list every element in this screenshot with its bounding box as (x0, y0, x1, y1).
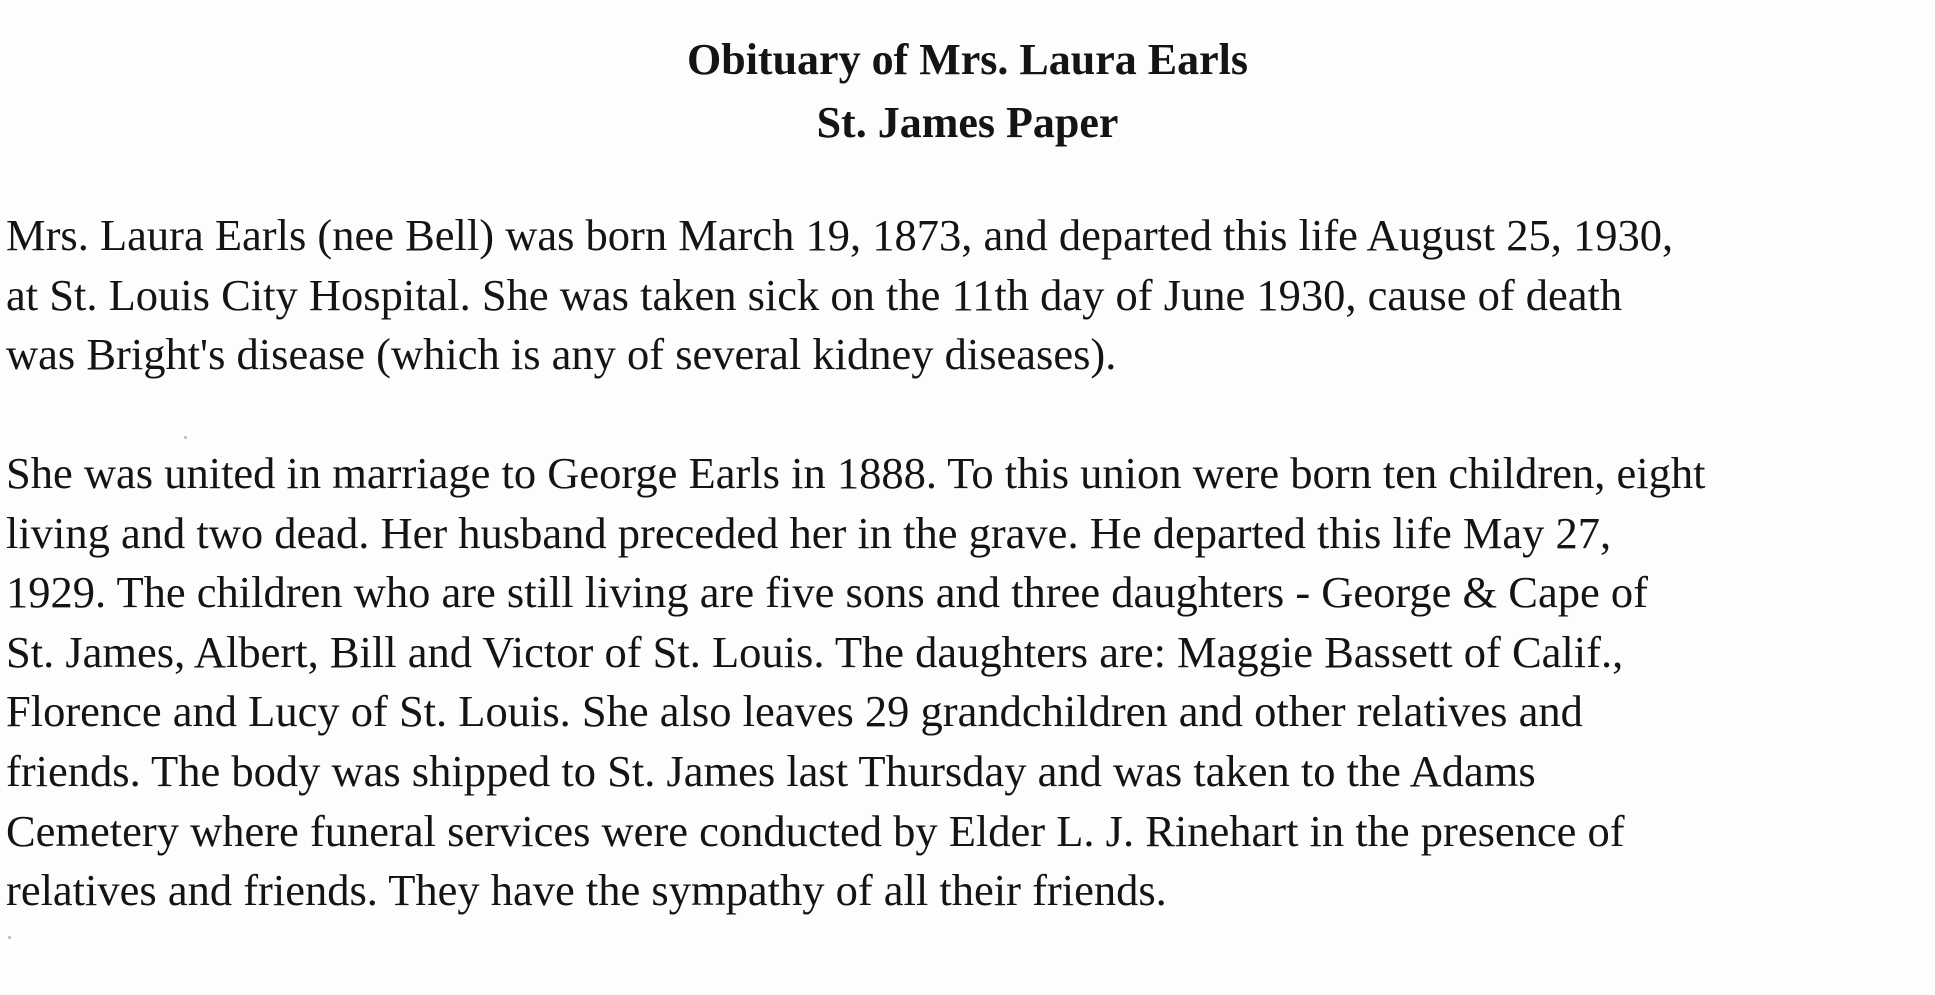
paragraph-line: Florence and Lucy of St. Louis. She also leaves 29 grandchildren and other relatives and (6, 686, 1583, 737)
document-header (0, 28, 1935, 154)
document-source: St. James Paper (816, 98, 1119, 147)
paragraph-line: Cemetery where funeral services were conducted by Elder L. J. Rinehart in the presence of (6, 805, 1625, 856)
paragraph-line: friends. The body was shipped to St. James last Thursday and was taken to the Adams (6, 745, 1536, 796)
scan-speck (184, 436, 187, 439)
paragraph-line: She was united in marriage to George Earls in 1888. To this union were born ten children, eight (6, 448, 1706, 498)
paragraph-family (6, 444, 1705, 921)
paragraph-line: living and two dead. Her husband preceded her in the grave. He departed this life May 27, (6, 507, 1612, 558)
document-title: Obituary of Mrs. Laura Earls (687, 35, 1248, 84)
paragraph-birth-death (6, 206, 1673, 385)
paragraph-line: at St. Louis City Hospital. She was taken sick on the 11th day of June 1930, cause of death (6, 269, 1623, 320)
paragraph-line: was Bright's disease (which is any of several kidney diseases). (6, 329, 1117, 380)
scan-speck (8, 936, 11, 939)
paragraph-line: St. James, Albert, Bill and Victor of St. Louis. The daughters are: Maggie Bassett of Calif., (6, 626, 1624, 677)
paragraph-line: Mrs. Laura Earls (nee Bell) was born March 19, 1873, and departed this life August 25, 1930, (6, 210, 1674, 260)
paragraph-line: 1929. The children who are still living are five sons and three daughters - George & Cape of (6, 567, 1648, 618)
paragraph-line: relatives and friends. They have the sympathy of all their friends. (6, 865, 1167, 916)
